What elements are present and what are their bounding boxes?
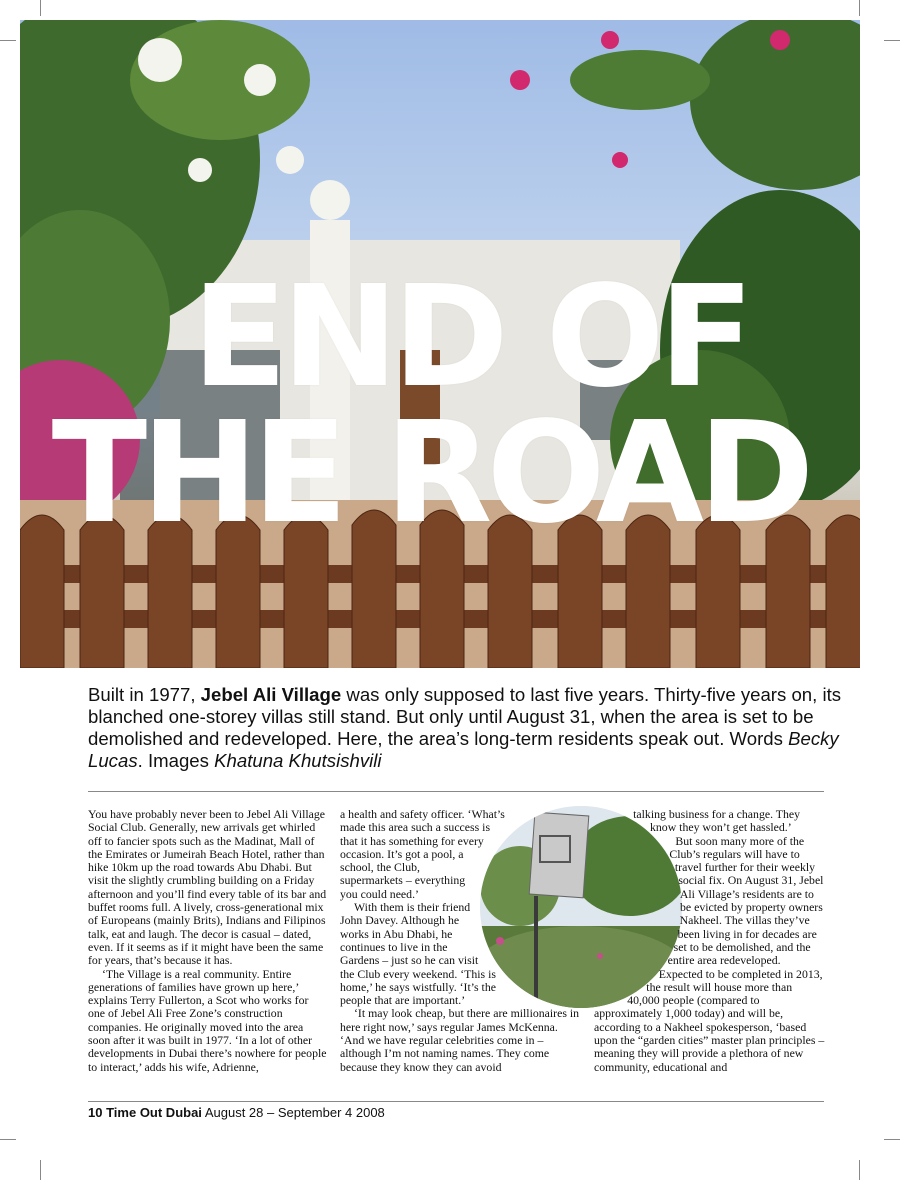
byline-author: Becky Lucas xyxy=(88,728,839,771)
hero-photo xyxy=(20,20,860,668)
standfirst-text: Built in 1977, xyxy=(88,684,201,705)
standfirst-place: Jebel Ali Village xyxy=(200,684,342,705)
divider xyxy=(88,791,824,792)
paragraph: ‘The Village is a real community. Entire generations of families have grown up here,’ explains Terry Fullerton, a Scot who works for one of Jebel Ali Free Zone’s construction companies. He originally moved into the area soon after it was built in 1977. ‘In a lot of other developments in Dubai there’s nowhere for people to interact,’ adds his wife, Adrienne, xyxy=(88,966,327,1074)
footer-divider xyxy=(88,1101,824,1102)
headline-line-1: END OF xyxy=(191,256,749,419)
paragraph: With them is their friend John Davey. Although he works in Abu Dhabi, he continues to live in the Gardens – just so he can visit the Club every weekend. ‘This is home,’ he says wistfully. ‘It’s the people that are important.’ xyxy=(340,900,496,1008)
crop-mark xyxy=(40,0,41,16)
issue-dates: August 28 – September 4 2008 xyxy=(204,1105,385,1120)
crop-mark xyxy=(884,1139,900,1140)
paragraph: a health and safety officer. ‘What’s made this area such a success is that it has something for every occasion. It’s got a pool, a school, the Club, supermarkets – everything you could need.’ xyxy=(340,807,505,901)
byline-label: . Images xyxy=(137,750,215,771)
paragraph: talking business for a change. They know they won’t get hassled.’ xyxy=(633,807,801,835)
publication-name: Time Out Dubai xyxy=(106,1105,202,1120)
body-column-2 xyxy=(340,808,580,1104)
standfirst-text: was only supposed to last five years. Thirty-five years on, its blanched one-storey villas still stand. But only until August 31, when the area is set to be demolished and redeveloped. Here, the area’s long-term residents speak out. Words xyxy=(88,684,842,749)
crop-mark xyxy=(859,1160,860,1180)
crop-mark xyxy=(884,40,900,41)
crop-mark xyxy=(859,0,860,16)
paragraph: You have probably never been to Jebel Ali Village Social Club. Generally, new arrivals get whirled off to fancier spots such as the Madinat, Mall of the Emirates or Jumeirah Beach Hotel, rather than hike 10km up the road towards Abu Dhabi. But visit the slightly crumbling building on a Friday afternoon and you’ll find every table of its bar and buffet rooms full. A lively, cross-generational mix of Europeans (mainly Brits), Indians and Filipinos talk, eat and laugh. The decor is casual – dated, even. If it seems as if it might have been the same for years, that’s because it has. xyxy=(88,807,327,968)
crop-mark xyxy=(0,1139,16,1140)
crop-mark xyxy=(40,1160,41,1180)
crop-mark xyxy=(0,40,16,41)
headline-line-2: THE ROAD xyxy=(51,392,809,555)
body-column-1 xyxy=(88,808,328,1074)
paragraph: ‘It may look cheap, but there are millionaires in here right now,’ says regular James McKenna. ‘And we have regular celebrities come in – although I’m not naming names. They come because they know they can avoid xyxy=(340,1006,580,1074)
page-footer xyxy=(88,1105,385,1120)
page-number: 10 xyxy=(88,1105,103,1120)
headline xyxy=(20,256,860,555)
standfirst xyxy=(88,684,848,772)
body-column-3 xyxy=(594,808,826,1104)
byline-photographer: Khatuna Khutsishvili xyxy=(214,750,382,771)
paragraph: But soon many more of the Club’s regulars will have to travel further for their weekly social fix. On August 31, Jebel Ali Village’s residents are to be evicted by property owners Nakheel. The villas they’ve been living in for decades are set to be demolished, and the entire area redeveloped. Expected to be completed in 2013, the result will house more than 40,000 people (compared to approximately 1,000 today) and will be, according to a Nakheel spokesperson, ‘based upon the “garden cities” master plan principles – meaning they will provide a plethora of new community, educational and xyxy=(594,833,825,1074)
